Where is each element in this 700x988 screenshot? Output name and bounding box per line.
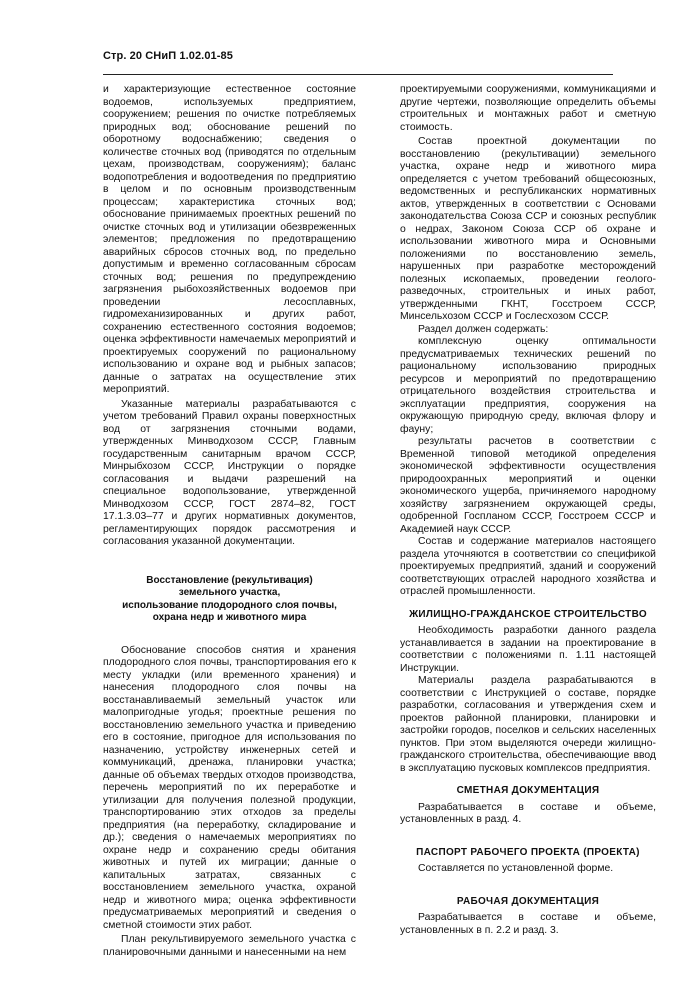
paragraph: План рекультивируемого земельного участка с планировочными данными и нанесенными на нем bbox=[103, 934, 356, 958]
section-title-housing: ЖИЛИЩНО-ГРАЖДАНСКОЕ СТРОИТЕЛЬСТВО bbox=[409, 608, 647, 620]
paragraph: Необходимость разработки данного раздела устанавливается в задании на проектирование в соответствии с положениями п. 1.11 настоящей Инструкции. bbox=[400, 625, 656, 674]
paragraph: Обоснование способов снятия и хранения плодородного слоя почвы, транспортирования его к месту укладки (или временного хранения) и нанесения плодородного слоя почвы на восстанавливаемый земельный участок или малопригодные угодья; проектные решения по восстановлению земельного участка и приведению его в состояние, пригодное для использования по назначению, устройству инженерных сетей и коммуникаций, дренажа, планировки участка; данные об объемах твердых отходов производства, перечень мероприятий по их переработке и утилизации для получения полезной продукции, транспортированию этих отходов за пределы предприятия (на переработку, складирование и др.); сведения о намечаемых мероприятиях по охране недр и сохранению среды обитания животных и путей их миграции; данные о капитальных затратах, связанных с восстановлением земельного участка, охраной недр и животного мира; оценка эффективности предусматриваемых мероприятий и сведения о сметной стоимости этих работ. bbox=[103, 644, 356, 931]
paragraph: Указанные материалы разрабатываются с учетом требований Правил охраны поверхностных вод от загрязнения сточными водами, утвержденных Минводхозом СССР, Главным государственным санитарным врачом СССР, Минрыбхозом СССР, Инструкции о порядке согласования и выдачи разрешений на специальное водопользование, утвержденной Минводхозом СССР, ГОСТ 2874–82, ГОСТ 17.1.3.03–77 и других нормативных документов, регламентирующих порядок рассмотрения и согласования указанной документации. bbox=[103, 398, 356, 547]
section-title-passport: ПАСПОРТ РАБОЧЕГО ПРОЕКТА (ПРОЕКТА) bbox=[416, 846, 640, 858]
section-title-reclamation: Восстановление (рекультивация) земельного участка, использование плодородного слоя почвы, охрана недр и животного мира bbox=[122, 574, 337, 623]
paragraph: Разрабатывается в составе и объеме, установленных в разд. 4. bbox=[400, 801, 656, 825]
section-title-working: РАБОЧАЯ ДОКУМЕНТАЦИЯ bbox=[456, 895, 600, 907]
paragraph: и характеризующие естественное состояние водоемов, используемых предприятием, сооружением; решения по очистке потребляемых природных вод; обоснование решений по оборотному водоснабжению; сведения о количестве сточных вод (приводятся по отдельным цехам, производствам, сооружениям); баланс водопотребления и водоотведения по предприятию в целом и по основным производственным процессам; характеристика сточных вод; обоснование принимаемых проектных решений по очистке сточных вод и утилизации обезвреженных элементов; предложения по предотвращению аварийных сбросов сточных вод, по предельно допустимым и временно согласованным сбросам сточных вод; решения по предупреждению загрязнения рыбохозяйственных водоемов при проведении лесосплавных, гидромеханизированных и других работ, сохранению естественного состояния водоемов; оценка эффективности намечаемых мероприятий и проектируемых сооружений по рациональному использованию и охране вод и рыбных запасов; данные о затратах на осуществление этих мероприятий. bbox=[103, 84, 356, 395]
paragraph: Раздел должен содержать: bbox=[418, 323, 549, 335]
paragraph: проектируемыми сооружениями, коммуникациями и другие чертежи, позволяющие определить объемы строительных и монтажных работ и сметную стоимость. bbox=[400, 84, 656, 133]
left-column bbox=[103, 84, 356, 959]
paragraph: комплексную оценку оптимальности предусматриваемых технических решений по рациональному использованию природных ресурсов и мероприятий по предотвращению отрицательного воздействия строительства и эксплуатации предприятия, сооружения на окружающую природную среду, включая флору и фауну; bbox=[400, 336, 656, 435]
paragraph: Материалы раздела разрабатываются в соответствии с Инструкцией о составе, порядке разработки, согласования и утверждения схем и проектов районной планировки, планировки и застройки городов, поселков и сельских населенных пунктов. При этом выделяются очереди жилищно-гражданского строительства, обеспечивающие ввод в эксплуатацию пусковых комплексов предприятия. bbox=[400, 675, 656, 774]
paragraph: Составляется по установленной форме. bbox=[418, 863, 614, 874]
header-rule bbox=[103, 74, 613, 75]
paragraph: Разрабатывается в составе и объеме, установленных в п. 2.2 и разд. 3. bbox=[400, 912, 656, 936]
paragraph: Состав и содержание материалов настоящего раздела уточняются в соответствии со спецификой проектируемых предприятий, зданий и сооружений соответствующих отраслей народного хозяйства и отраслей промышленности. bbox=[400, 536, 656, 597]
right-column bbox=[400, 84, 656, 937]
page-header: Стр. 20 СНиП 1.02.01-85 bbox=[103, 50, 233, 62]
paragraph: Состав проектной документации по восстановлению (рекультивации) земельного участка, охране недр и животного мира определяется с учетом требований общесоюзных, ведомственных и республиканских нормативных актов, утвержденных в соответствии с Основами законодательства Союза ССР и союзных республик о недрах, Законом Союза ССР об охране и использовании животного мира и Основными положениями по восстановлению земель, нарушенных при разработке месторождений полезных ископаемых, проведении геолого-разведочных, строительных и иных работ, утвержденными ГКНТ, Госстроем СССР, Минсельхозом СССР и Гослесхозом СССР. bbox=[400, 136, 656, 322]
section-title-estimate: СМЕТНАЯ ДОКУМЕНТАЦИЯ bbox=[456, 785, 600, 796]
paragraph: результаты расчетов в соответствии с Временной типовой методикой определения экономической эффективности осуществления природоохранных мероприятий и оценки экономического ущерба, причиняемого народному хозяйству загрязнением окружающей среды, одобренной Госпланом СССР, Госстроем СССР и Академией наук СССР. bbox=[400, 436, 656, 535]
